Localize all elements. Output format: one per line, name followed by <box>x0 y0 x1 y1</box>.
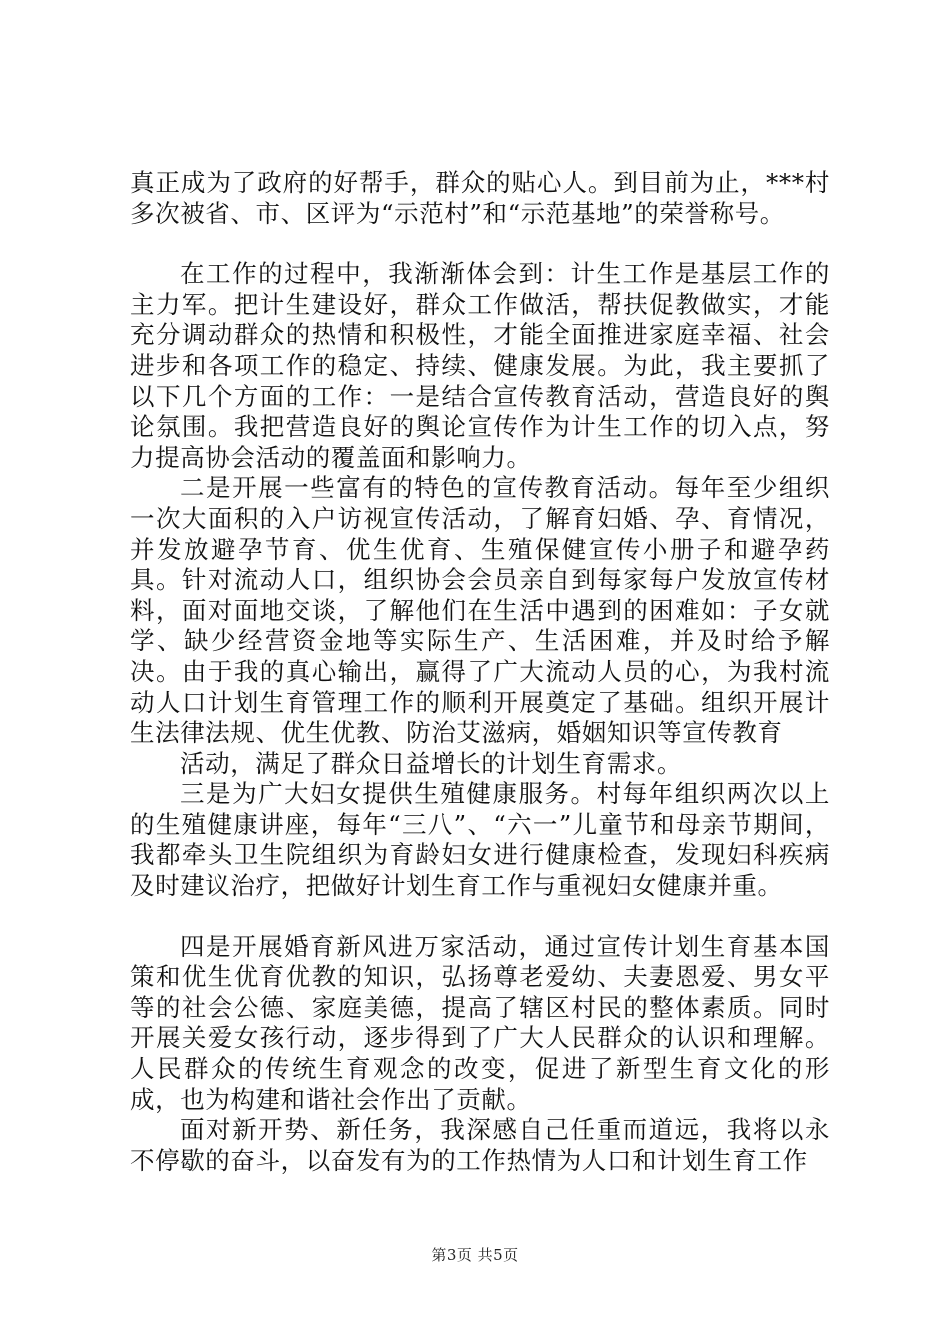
paragraph-point-three: 三是为广大妇女提供生殖健康服务。村每年组织两次以上的生殖健康讲座，每年“三八”、“六一”儿童节和母亲节期间，我都牵头卫生院组织为育龄妇女进行健康检查，发现妇科疾病及时建议治疗，把做好计划生育工作与重视妇女健康并重。 <box>130 779 830 901</box>
paragraph-closing: 面对新开势、新任务，我深感自己任重而道远，我将以永不停歇的奋斗，以奋发有为的工作热情为人口和计划生育工作 <box>130 1115 830 1175</box>
paragraph-point-two: 二是开展一些富有的特色的宣传教育活动。每年至少组织一次大面积的入户访视宣传活动，了解育妇婚、孕、育情况，并发放避孕节育、优生优育、生殖保健宣传小册子和避孕药具。针对流动人口，组织协会会员亲自到每家每户发放宣传材料，面对面地交谈，了解他们在生活中遇到的困难如：子女就学、缺少经营资金地等实际生产、生活困难，并及时给予解决。由于我的真心输出，赢得了广大流动人员的心，为我村流动人口计划生育管理工作的顺利开展奠定了基础。组织开展计生法律法规、优生优教、防治艾滋病，婚姻知识等宣传教育 <box>130 473 830 748</box>
document-body <box>130 168 830 1176</box>
paragraph-point-four: 四是开展婚育新风进万家活动，通过宣传计划生育基本国策和优生优育优教的知识，弘扬尊老爱幼、夫妻恩爱、男女平等的社会公德、家庭美德，提高了辖区村民的整体素质。同时开展关爱女孩行动，逐步得到了广大人民群众的认识和理解。人民群众的传统生育观念的改变，促进了新型生育文化的形成，也为构建和谐社会作出了贡献。 <box>130 931 830 1114</box>
page-number-footer: 第3页 共5页 <box>431 1246 519 1264</box>
paragraph-point-two-tail: 活动，满足了群众日益增长的计划生育需求。 <box>180 748 682 778</box>
paragraph-work-overview: 在工作的过程中，我渐渐体会到：计生工作是基层工作的主力军。把计生建设好，群众工作做活，帮扶促教做实，才能充分调动群众的热情和积极性，才能全面推进家庭幸福、社会进步和各项工作的稳定、持续、健康发展。为此，我主要抓了以下几个方面的工作：一是结合宣传教育活动，营造良好的舆论氛围。我把营造良好的舆论宣传作为计生工作的切入点，努力提高协会活动的覆盖面和影响力。 <box>130 259 830 472</box>
paragraph-continuation: 真正成为了政府的好帮手，群众的贴心人。到目前为止，***村多次被省、市、区评为“示范村”和“示范基地”的荣誉称号。 <box>130 168 830 228</box>
